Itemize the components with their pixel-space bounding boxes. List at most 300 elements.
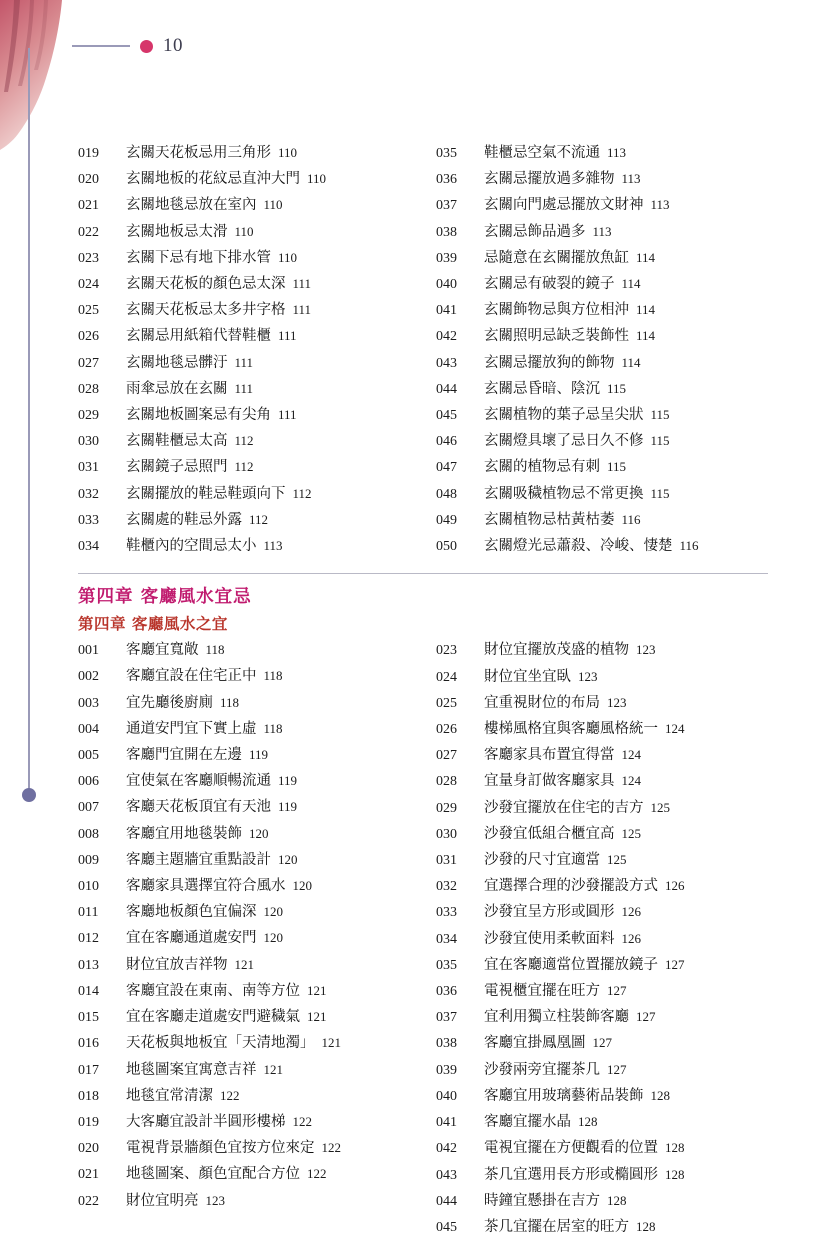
toc-entry[interactable] xyxy=(436,166,766,192)
toc-entry-page: 123 xyxy=(205,1192,225,1208)
toc-entry-title: 沙發宜呈方形或圓形 xyxy=(484,904,615,921)
toc-entry-title: 玄關天花板的顏色忌太深 xyxy=(126,276,286,293)
toc-entry-page: 110 xyxy=(263,197,283,213)
toc-entry-title: 地毯圖案、顏色宜配合方位 xyxy=(126,1166,300,1183)
toc-entry-page: 128 xyxy=(665,1166,685,1182)
chapter-left-column xyxy=(78,612,408,1213)
toc-entry-title: 客廳宜寬敞 xyxy=(126,642,199,659)
toc-entry-title: 玄關下忌有地下排水管 xyxy=(126,249,271,266)
toc-entry-page: 127 xyxy=(592,1035,612,1051)
toc-entry-page: 110 xyxy=(307,171,327,187)
toc-entry-title: 玄關忌擺放狗的飾物 xyxy=(484,354,615,371)
toc-entry-number: 040 xyxy=(436,1088,457,1104)
toc-entry[interactable] xyxy=(436,768,766,794)
toc-entry-number: 014 xyxy=(78,983,99,999)
toc-entry[interactable] xyxy=(78,245,408,271)
toc-entry-number: 010 xyxy=(78,879,99,895)
toc-entry-number: 038 xyxy=(436,224,457,240)
toc-entry[interactable] xyxy=(78,402,408,428)
toc-entry-title: 玄關燈具壞了忌日久不修 xyxy=(484,433,644,450)
toc-entry-page: 116 xyxy=(679,538,699,554)
toc-entry-number: 013 xyxy=(78,957,99,973)
toc-entry-page: 116 xyxy=(621,511,641,527)
toc-entry-title: 沙發的尺寸宜適當 xyxy=(484,852,600,869)
toc-entry[interactable] xyxy=(436,1135,766,1161)
toc-entry-title: 玄關地板圖案忌有尖角 xyxy=(126,407,271,424)
toc-entry-number: 031 xyxy=(78,460,99,476)
chapter-title: 第四章 客廳風水宜忌 xyxy=(78,587,252,608)
toc-entry[interactable] xyxy=(436,1057,766,1083)
toc-entry-title: 玄關鏡子忌照門 xyxy=(126,459,228,476)
toc-entry[interactable] xyxy=(436,716,766,742)
left-rule-end-dot xyxy=(22,788,36,802)
toc-entry-number: 045 xyxy=(436,1219,457,1235)
toc-entry-page: 113 xyxy=(650,197,670,213)
toc-entry-page: 115 xyxy=(607,380,627,396)
toc-entry[interactable] xyxy=(78,637,408,663)
toc-entry-title: 茶几宜擺在居室的旺方 xyxy=(484,1218,629,1235)
toc-entry-page: 112 xyxy=(292,485,312,501)
toc-entry-number: 006 xyxy=(78,774,99,790)
toc-entry[interactable] xyxy=(436,245,766,271)
toc-entry[interactable] xyxy=(78,742,408,768)
toc-entry[interactable] xyxy=(436,271,766,297)
toc-entry-title: 財位宜放吉祥物 xyxy=(126,956,228,973)
toc-entry-number: 038 xyxy=(436,1036,457,1052)
toc-entry-page: 124 xyxy=(621,747,641,763)
toc-entry-page: 113 xyxy=(592,223,612,239)
toc-entry-page: 115 xyxy=(650,433,670,449)
toc-entry-title: 鞋櫃內的空間忌太小 xyxy=(126,538,257,555)
toc-entry-title: 財位宜明亮 xyxy=(126,1192,199,1209)
toc-entry-number: 023 xyxy=(436,643,457,659)
toc-entry-title: 客廳宜掛鳳凰圖 xyxy=(484,1035,586,1052)
toc-entry-number: 024 xyxy=(78,277,99,293)
toc-entry-title: 客廳宜用地毯裝飾 xyxy=(126,825,242,842)
toc-entry[interactable] xyxy=(78,978,408,1004)
toc-entry-number: 029 xyxy=(78,408,99,424)
toc-entry-title: 樓梯風格宜與客廳風格統一 xyxy=(484,721,658,738)
toc-entry-number: 042 xyxy=(436,1141,457,1157)
toc-entry[interactable] xyxy=(78,716,408,742)
toc-entry-page: 111 xyxy=(234,354,254,370)
toc-entry-number: 049 xyxy=(436,512,457,528)
toc-entry-page: 127 xyxy=(636,1009,656,1025)
toc-entry[interactable] xyxy=(78,690,408,716)
toc-entry-page: 118 xyxy=(263,668,283,684)
toc-entry-page: 125 xyxy=(650,799,670,815)
toc-entry-page: 126 xyxy=(621,904,641,920)
toc-entry-title: 茶几宜選用長方形或橢圓形 xyxy=(484,1166,658,1183)
toc-entry[interactable] xyxy=(78,663,408,689)
toc-entry-number: 045 xyxy=(436,408,457,424)
toc-entry-page: 119 xyxy=(249,747,269,763)
toc-entry[interactable] xyxy=(436,1188,766,1214)
left-vertical-rule xyxy=(28,48,30,800)
toc-entry[interactable] xyxy=(78,873,408,899)
toc-entry[interactable] xyxy=(436,952,766,978)
toc-entry[interactable] xyxy=(78,847,408,873)
toc-entry-title: 玄關地板的花紋忌直沖大門 xyxy=(126,171,300,188)
toc-entry[interactable] xyxy=(78,192,408,218)
toc-entry-page: 120 xyxy=(278,851,298,867)
table-of-contents xyxy=(78,140,768,1240)
page-number: 10 xyxy=(163,35,183,56)
toc-entry-title: 沙發宜使用柔軟面料 xyxy=(484,930,615,947)
toc-entry-number: 021 xyxy=(78,198,99,214)
toc-entry[interactable] xyxy=(436,376,766,402)
toc-entry-number: 040 xyxy=(436,277,457,293)
toc-entry[interactable] xyxy=(436,192,766,218)
toc-entry-title: 電視宜擺在方便觀看的位置 xyxy=(484,1140,658,1157)
toc-entry-page: 113 xyxy=(621,171,641,187)
toc-entry-title: 宜利用獨立柱裝飾客廳 xyxy=(484,1009,629,1026)
toc-entry-number: 028 xyxy=(436,774,457,790)
toc-entry-page: 110 xyxy=(234,223,254,239)
toc-entry[interactable] xyxy=(78,533,408,559)
toc-entry-page: 113 xyxy=(607,145,627,160)
toc-entry-title: 玄關植物的葉子忌呈尖狀 xyxy=(484,407,644,424)
toc-entry-page: 120 xyxy=(249,825,269,841)
toc-entry[interactable] xyxy=(436,219,766,245)
toc-entry-title: 客廳天花板頂宜有天池 xyxy=(126,799,271,816)
toc-entry-number: 023 xyxy=(78,250,99,266)
toc-entry-number: 039 xyxy=(436,250,457,266)
toc-entry-number: 012 xyxy=(78,931,99,947)
page-number-dot-icon xyxy=(140,40,153,53)
toc-entry-number: 008 xyxy=(78,826,99,842)
toc-entry-number: 037 xyxy=(436,1010,457,1026)
toc-entry-title: 沙發兩旁宜擺茶几 xyxy=(484,1061,600,1078)
toc-entry-page: 112 xyxy=(249,511,269,527)
toc-entry-page: 112 xyxy=(234,433,254,449)
toc-entry-page: 123 xyxy=(578,668,598,684)
toc-entry-number: 039 xyxy=(436,1062,457,1078)
toc-entry-page: 121 xyxy=(321,1035,341,1051)
toc-entry-number: 004 xyxy=(78,721,99,737)
toc-entry-page: 118 xyxy=(263,720,283,736)
page-number-rule xyxy=(72,45,130,47)
toc-entry-number: 033 xyxy=(78,512,99,528)
toc-entry-title: 宜先廳後廚廁 xyxy=(126,694,213,711)
toc-entry-number: 019 xyxy=(78,1114,99,1130)
toc-entry-page: 111 xyxy=(234,380,254,396)
toc-entry-number: 041 xyxy=(436,303,457,319)
toc-entry-page: 122 xyxy=(220,1087,240,1103)
toc-entry[interactable] xyxy=(78,297,408,323)
toc-entry[interactable] xyxy=(78,1188,408,1214)
toc-entry-number: 001 xyxy=(78,643,99,659)
toc-entry-number: 022 xyxy=(78,1193,99,1209)
toc-entry-title: 地毯圖案宜寓意吉祥 xyxy=(126,1061,257,1078)
toc-entry-number: 036 xyxy=(436,172,457,188)
toc-column-top-right xyxy=(436,140,766,559)
toc-entry-title: 電視背景牆顏色宜按方位來定 xyxy=(126,1140,315,1157)
toc-entry-title: 忌隨意在玄關擺放魚缸 xyxy=(484,249,629,266)
toc-entry-title: 玄關天花板忌太多井字格 xyxy=(126,302,286,319)
toc-entry-page: 114 xyxy=(621,276,641,292)
toc-entry-page: 127 xyxy=(607,983,627,999)
toc-entry[interactable] xyxy=(436,1162,766,1188)
toc-entry[interactable] xyxy=(78,925,408,951)
toc-entry-title: 鞋櫃忌空氣不流通 xyxy=(484,145,600,161)
toc-entry-title: 客廳主題牆宜重點設計 xyxy=(126,851,271,868)
toc-entry[interactable] xyxy=(436,297,766,323)
toc-entry-title: 玄關植物忌枯黃枯萎 xyxy=(484,511,615,528)
toc-entry[interactable] xyxy=(78,821,408,847)
toc-entry-title: 宜在客廳通道處安門 xyxy=(126,930,257,947)
toc-entry-page: 118 xyxy=(220,694,240,710)
toc-entry-number: 031 xyxy=(436,853,457,869)
toc-entry-page: 114 xyxy=(636,302,656,318)
toc-entry-page: 127 xyxy=(665,956,685,972)
toc-entry-page: 125 xyxy=(607,852,627,868)
toc-entry[interactable] xyxy=(78,323,408,349)
toc-entry-title: 玄關處的鞋忌外露 xyxy=(126,511,242,528)
toc-entry-title: 客廳家具選擇宜符合風水 xyxy=(126,878,286,895)
toc-entry-number: 043 xyxy=(436,1167,457,1183)
toc-entry-page: 115 xyxy=(650,485,670,501)
toc-entry-page: 111 xyxy=(292,302,312,318)
toc-entry[interactable] xyxy=(436,323,766,349)
toc-entry[interactable] xyxy=(436,847,766,873)
toc-entry-title: 客廳宜用玻璃藝術品裝飾 xyxy=(484,1087,644,1104)
toc-entry-title: 沙發宜低組合櫃宜高 xyxy=(484,825,615,842)
toc-entry[interactable] xyxy=(436,454,766,480)
toc-entry[interactable] xyxy=(78,219,408,245)
toc-entry-number: 048 xyxy=(436,486,457,502)
toc-entry-page: 128 xyxy=(607,1192,627,1208)
toc-entry-page: 122 xyxy=(292,1113,312,1129)
toc-entry[interactable] xyxy=(436,350,766,376)
toc-entry-page: 124 xyxy=(621,773,641,789)
toc-entry-page: 111 xyxy=(278,328,297,344)
chapter-heading-block xyxy=(78,573,768,1240)
toc-entry-title: 大客廳宜設計半圓形樓梯 xyxy=(126,1113,286,1130)
toc-entry-number: 037 xyxy=(436,198,457,214)
toc-entry[interactable] xyxy=(436,873,766,899)
toc-entry-page: 126 xyxy=(665,878,685,894)
toc-entry-title: 玄關的植物忌有刺 xyxy=(484,459,600,476)
toc-entry-title: 宜選擇合理的沙發擺設方式 xyxy=(484,878,658,895)
toc-entry-title: 財位宜坐宜臥 xyxy=(484,668,571,685)
toc-entry-page: 112 xyxy=(234,459,254,475)
toc-entry-title: 地毯宜常清潔 xyxy=(126,1087,213,1104)
toc-entry[interactable] xyxy=(436,899,766,925)
toc-entry[interactable] xyxy=(436,978,766,1004)
toc-entry[interactable] xyxy=(436,1214,766,1240)
toc-entry[interactable] xyxy=(78,1161,408,1187)
toc-entry-number: 046 xyxy=(436,434,457,450)
toc-entry[interactable] xyxy=(436,637,766,663)
toc-entry-page: 121 xyxy=(263,1061,283,1077)
toc-entry[interactable] xyxy=(78,768,408,794)
toc-entry-number: 044 xyxy=(436,381,457,397)
toc-entry-number: 020 xyxy=(78,1141,99,1157)
toc-entry-number: 047 xyxy=(436,460,457,476)
toc-entry[interactable] xyxy=(436,1004,766,1030)
toc-entry[interactable] xyxy=(78,271,408,297)
toc-entry-number: 024 xyxy=(436,669,457,685)
toc-entry[interactable] xyxy=(436,664,766,690)
toc-entry-page: 128 xyxy=(650,1087,670,1103)
toc-entry-number: 032 xyxy=(78,486,99,502)
toc-entry-number: 007 xyxy=(78,800,99,816)
toc-entry-number: 016 xyxy=(78,1036,99,1052)
toc-entry-title: 玄關地毯忌放在室內 xyxy=(126,197,257,214)
toc-entry-number: 034 xyxy=(78,539,99,555)
toc-entry-number: 017 xyxy=(78,1062,99,1078)
toc-entry-page: 128 xyxy=(636,1218,656,1234)
chapter-subtitle: 第四章 客廳風水之宜 xyxy=(78,614,228,634)
toc-entry-number: 027 xyxy=(78,355,99,371)
toc-entry-title: 玄關忌擺放過多雜物 xyxy=(484,171,615,188)
toc-entry-page: 128 xyxy=(578,1114,598,1130)
toc-entry[interactable] xyxy=(436,821,766,847)
toc-entry[interactable] xyxy=(78,952,408,978)
toc-column-top-left xyxy=(78,140,408,559)
toc-entry[interactable] xyxy=(78,376,408,402)
toc-entry[interactable] xyxy=(436,742,766,768)
toc-entry[interactable] xyxy=(78,1109,408,1135)
chapter-right-column xyxy=(436,612,766,1240)
toc-entry-title: 玄關飾物忌與方位相沖 xyxy=(484,302,629,319)
toc-entry[interactable] xyxy=(78,166,408,192)
toc-entry[interactable] xyxy=(78,1083,408,1109)
toc-entry-number: 032 xyxy=(436,879,457,895)
toc-entry-page: 126 xyxy=(621,930,641,946)
toc-entry-title: 客廳門宜開在左邊 xyxy=(126,747,242,764)
toc-entry-title: 客廳地板顏色宜偏深 xyxy=(126,904,257,921)
toc-entry[interactable] xyxy=(436,481,766,507)
toc-entry-title: 玄關燈光忌蕭殺、冷峻、悽楚 xyxy=(484,538,673,555)
toc-entry[interactable] xyxy=(78,1004,408,1030)
toc-entry-page: 128 xyxy=(665,1140,685,1156)
toc-top-columns xyxy=(78,140,768,559)
toc-entry[interactable] xyxy=(436,795,766,821)
toc-entry-page: 123 xyxy=(607,694,627,710)
toc-entry-number: 019 xyxy=(78,146,99,161)
decorative-brush-mark xyxy=(0,0,110,150)
toc-entry[interactable] xyxy=(78,899,408,925)
toc-entry-page: 119 xyxy=(278,799,298,815)
toc-entry[interactable] xyxy=(436,1030,766,1056)
toc-entry-title: 通道安門宜下實上虛 xyxy=(126,720,257,737)
toc-entry-page: 127 xyxy=(607,1061,627,1077)
toc-entry-number: 025 xyxy=(78,303,99,319)
toc-entry[interactable] xyxy=(436,1109,766,1135)
toc-entry-page: 115 xyxy=(607,459,627,475)
toc-entry[interactable] xyxy=(436,533,766,559)
toc-entry-page: 121 xyxy=(307,982,327,998)
toc-entry-page: 122 xyxy=(307,1166,327,1182)
toc-entry-number: 033 xyxy=(436,905,457,921)
toc-entry-number: 009 xyxy=(78,852,99,868)
toc-entry-title: 玄關鞋櫃忌太高 xyxy=(126,433,228,450)
toc-entry[interactable] xyxy=(436,690,766,716)
toc-entry-number: 021 xyxy=(78,1167,99,1183)
toc-entry-page: 110 xyxy=(278,249,298,265)
toc-entry-number: 042 xyxy=(436,329,457,345)
toc-entry-title: 玄關地板忌太滑 xyxy=(126,223,228,240)
toc-entry-title: 沙發宜擺放在住宅的吉方 xyxy=(484,799,644,816)
toc-entry-title: 雨傘忌放在玄關 xyxy=(126,380,228,397)
toc-entry-number: 025 xyxy=(436,695,457,711)
toc-entry-number: 015 xyxy=(78,1010,99,1026)
toc-entry-title: 玄關忌飾品過多 xyxy=(484,223,586,240)
toc-entry-title: 客廳宜設在東南、南等方位 xyxy=(126,982,300,999)
toc-entry[interactable] xyxy=(436,926,766,952)
toc-entry[interactable] xyxy=(78,350,408,376)
toc-entry-title: 財位宜擺放茂盛的植物 xyxy=(484,642,629,659)
toc-entry-number: 030 xyxy=(78,434,99,450)
toc-entry-page: 114 xyxy=(636,328,656,344)
toc-entry-title: 天花板與地板宜「天清地濁」 xyxy=(126,1035,315,1052)
toc-entry-title: 玄關忌用紙箱代替鞋櫃 xyxy=(126,328,271,345)
toc-entry-number: 036 xyxy=(436,984,457,1000)
toc-entry-number: 044 xyxy=(436,1193,457,1209)
toc-entry-number: 030 xyxy=(436,826,457,842)
toc-entry-number: 035 xyxy=(436,957,457,973)
toc-entry-number: 050 xyxy=(436,539,457,555)
toc-entry-title: 玄關照明忌缺乏裝飾性 xyxy=(484,328,629,345)
toc-entry-number: 020 xyxy=(78,172,99,188)
toc-entry-page: 120 xyxy=(263,904,283,920)
toc-entry[interactable] xyxy=(78,454,408,480)
toc-entry-number: 005 xyxy=(78,748,99,764)
toc-entry[interactable] xyxy=(436,428,766,454)
toc-entry-number: 022 xyxy=(78,224,99,240)
toc-entry-title: 玄關向門處忌擺放文財神 xyxy=(484,197,644,214)
toc-entry-number: 041 xyxy=(436,1115,457,1131)
toc-entry[interactable] xyxy=(78,507,408,533)
toc-entry-page: 111 xyxy=(278,407,297,423)
toc-entry-number: 034 xyxy=(436,931,457,947)
toc-entry-number: 026 xyxy=(436,722,457,738)
toc-entry[interactable] xyxy=(78,1057,408,1083)
toc-entry-title: 宜在客廳走道處安門避穢氣 xyxy=(126,1009,300,1026)
toc-entry-title: 客廳宜擺水晶 xyxy=(484,1114,571,1131)
toc-entry[interactable] xyxy=(436,140,766,166)
toc-entry-page: 119 xyxy=(278,773,298,789)
toc-entry-page: 118 xyxy=(205,642,225,658)
toc-entry-page: 110 xyxy=(278,145,298,160)
toc-entry-title: 玄關吸穢植物忌不常更換 xyxy=(484,485,644,502)
toc-entry[interactable] xyxy=(78,481,408,507)
toc-entry-page: 114 xyxy=(636,249,656,265)
toc-entry-number: 018 xyxy=(78,1088,99,1104)
toc-entry-page: 113 xyxy=(263,538,283,554)
toc-entry-page: 111 xyxy=(292,276,312,292)
toc-entry-title: 宜在客廳適當位置擺放鏡子 xyxy=(484,956,658,973)
toc-entry-title: 玄關擺放的鞋忌鞋頭向下 xyxy=(126,485,286,502)
toc-entry[interactable] xyxy=(436,1083,766,1109)
toc-entry[interactable] xyxy=(436,507,766,533)
toc-entry[interactable] xyxy=(78,428,408,454)
toc-entry-page: 121 xyxy=(234,956,254,972)
toc-entry-page: 124 xyxy=(665,721,685,737)
toc-entry-number: 043 xyxy=(436,355,457,371)
toc-entry[interactable] xyxy=(78,794,408,820)
toc-column-chapter-left xyxy=(78,637,408,1213)
toc-entry-title: 客廳宜設在住宅正中 xyxy=(126,668,257,685)
toc-entry[interactable] xyxy=(78,140,408,166)
toc-entry-page: 125 xyxy=(621,825,641,841)
toc-entry[interactable] xyxy=(78,1030,408,1056)
toc-entry[interactable] xyxy=(436,402,766,428)
toc-entry[interactable] xyxy=(78,1135,408,1161)
toc-entry-number: 011 xyxy=(78,905,99,921)
